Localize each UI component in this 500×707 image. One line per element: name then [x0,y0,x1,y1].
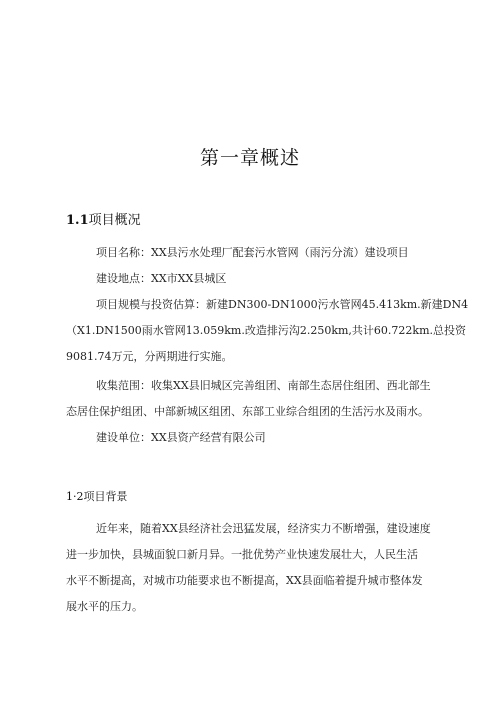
paragraph-line: （X1.DN1500雨水管网13.059km.改造排污沟2.250km,共计60.722km.总投资 [66,324,467,337]
paragraph-line: 项目规模与投资估算：新建DN300-DN1000污水管网45.413km.新建DN4 [96,298,469,311]
chapter-title: 第一章概述 [199,147,300,169]
project-scale-paragraph [66,292,469,370]
paragraph-line: 水平不断提高，对城市功能要求也不断提高，XX县面临着提升城市整体发 [66,574,423,587]
background-paragraph [66,516,436,620]
section-number: 1·2 [66,490,84,503]
paragraph-line: 9081.74万元，分两期进行实施。 [66,350,233,363]
section-number: 1.1 [66,213,89,228]
section-title: 项目概况 [88,213,141,228]
paragraph-line: 展水平的压力。 [66,600,143,613]
section-heading-1-1 [66,209,141,228]
paragraph-line: 收集范围：收集XX县旧城区完善组团、南部生态居住组团、西北部生 [96,379,431,392]
construction-unit-paragraph [66,425,436,451]
paragraph-line: 建设地点：XX市XX县城区 [96,272,227,285]
section-heading-1-2 [66,488,128,504]
paragraph-line: 建设单位：XX县资产经营有限公司 [96,431,266,444]
paragraph-line: 项目名称：XX县污水处理厂配套污水管网（雨污分流）建设项目 [96,246,409,259]
section-title: 项目背景 [83,490,128,503]
collection-range-paragraph [66,373,436,425]
paragraph-line: 态居住保护组团、中部新城区组团、东部工业综合组团的生活污水及雨水。 [66,405,429,418]
project-site-paragraph [66,266,436,292]
paragraph-line: 近年来，随着XX县经济社会迅猛发展，经济实力不断增强，建设速度 [96,522,431,535]
paragraph-line: 进一步加快，县城面貌口新月异。一批优势产业快速发展壮大，人民生活 [66,548,418,561]
project-name-paragraph [66,240,436,266]
